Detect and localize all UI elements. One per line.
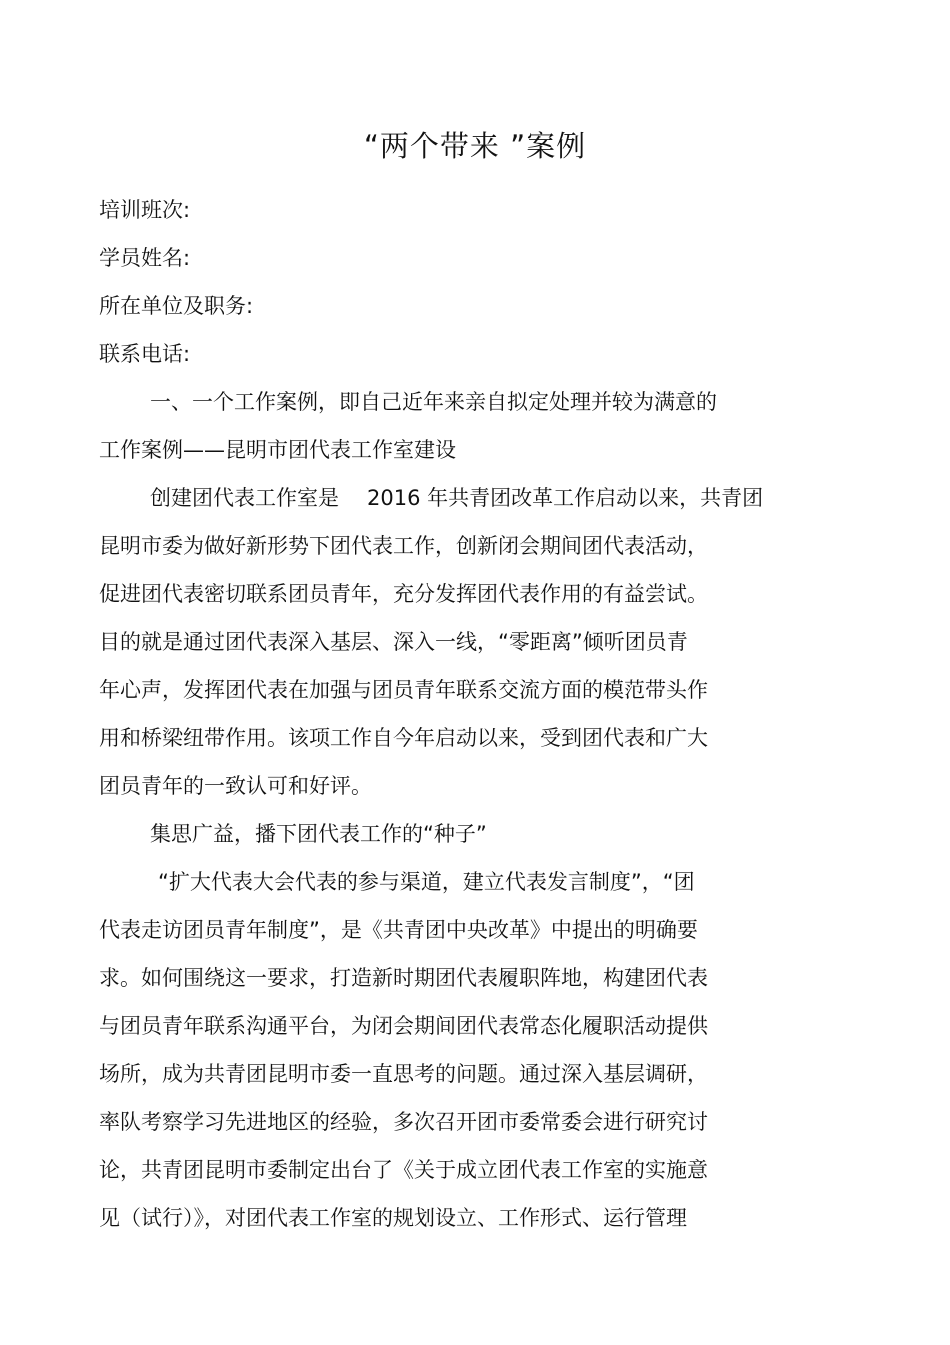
paragraph-line: 昆明市委为做好新形势下团代表工作，创新闭会期间团代表活动， xyxy=(99,534,708,558)
field-unit-position: 所在单位及职务: xyxy=(99,294,254,318)
paragraph-line: 求。如何围绕这一要求，打造新时期团代表履职阵地，构建团代表 xyxy=(99,966,708,990)
paragraph-line: 团员青年的一致认可和好评。 xyxy=(99,774,372,798)
field-phone: 联系电话: xyxy=(99,342,191,366)
field-training-class: 培训班次: xyxy=(99,198,191,222)
field-student-name: 学员姓名: xyxy=(99,246,191,270)
paragraph-text: 创建团代表工作室是 xyxy=(150,486,339,510)
subheading: 集思广益，播下团代表工作的“种子” xyxy=(150,822,487,846)
paragraph-line xyxy=(150,484,763,512)
section-heading-line: 工作案例——昆明市团代表工作室建设 xyxy=(99,438,456,462)
paragraph-line: 用和桥梁纽带作用。该项工作自今年启动以来，受到团代表和广大 xyxy=(99,726,708,750)
paragraph-line: 场所，成为共青团昆明市委一直思考的问题。通过深入基层调研， xyxy=(99,1062,708,1086)
paragraph-text: 2016 年共青团改革工作启动以来，共青团 xyxy=(367,486,764,510)
paragraph-line: 率队考察学习先进地区的经验，多次召开团市委常委会进行研究讨 xyxy=(99,1110,708,1134)
paragraph-line: 代表走访团员青年制度”，是《共青团中央改革》中提出的明确要 xyxy=(99,918,698,942)
paragraph-line: 见（试行）》，对团代表工作室的规划设立、工作形式、运行管理 xyxy=(99,1206,687,1230)
document-title: “两个带来 ”案例 xyxy=(363,129,587,163)
paragraph-line: 目的就是通过团代表深入基层、深入一线，“零距离”倾听团员青 xyxy=(99,630,688,654)
paragraph-line: 论，共青团昆明市委制定出台了《关于成立团代表工作室的实施意 xyxy=(99,1158,708,1182)
paragraph-line: 年心声，发挥团代表在加强与团员青年联系交流方面的模范带头作 xyxy=(99,678,708,702)
paragraph-line: “扩大代表大会代表的参与渠道，建立代表发言制度”，“团 xyxy=(158,870,695,894)
paragraph-line: 促进团代表密切联系团员青年，充分发挥团代表作用的有益尝试。 xyxy=(99,582,708,606)
paragraph-line: 与团员青年联系沟通平台，为闭会期间团代表常态化履职活动提供 xyxy=(99,1014,708,1038)
section-heading-line: 一、一个工作案例，即自己近年来亲自拟定处理并较为满意的 xyxy=(150,390,717,414)
